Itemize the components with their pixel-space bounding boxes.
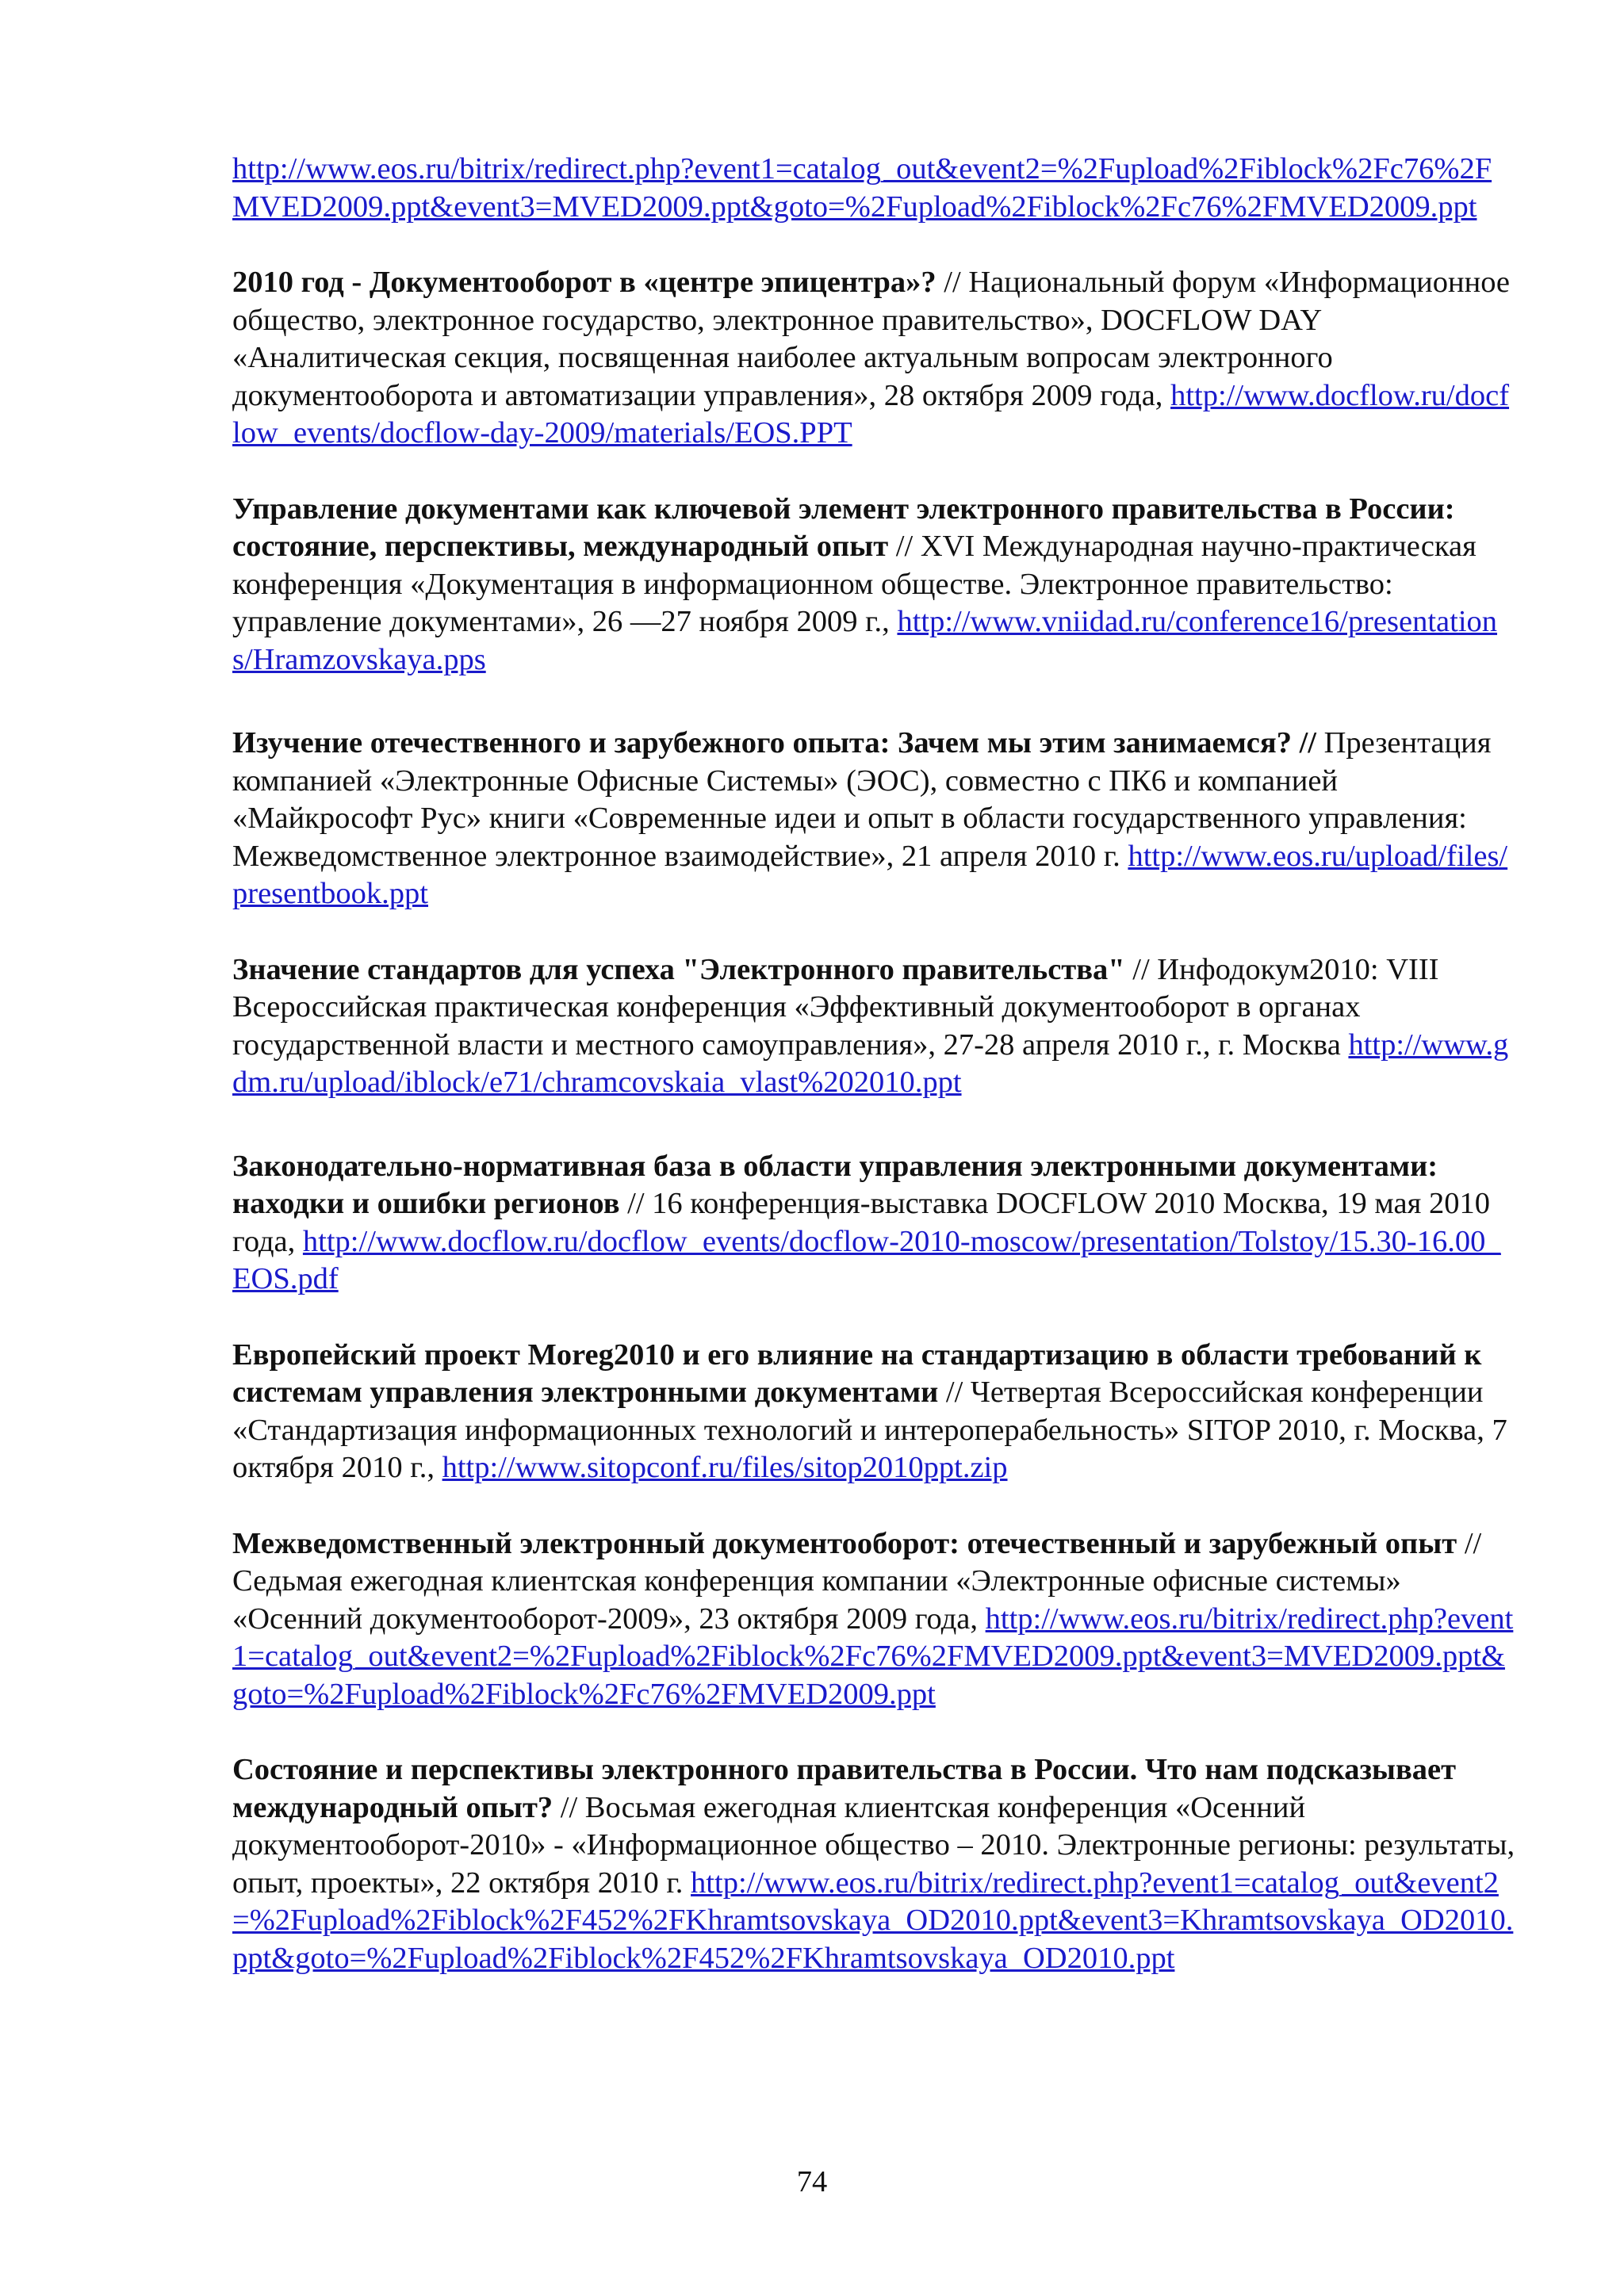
entry-link[interactable]: http://www.gdm.ru/upload/iblock/e71/chramcovskaia_vlast%202010.ppt	[232, 1027, 1509, 1099]
entry-link[interactable]: http://www.eos.ru/bitrix/redirect.php?event1=catalog_out&event2=%2Fupload%2Fiblock%2F452%2FKhramtsovskaya_OD2010.ppt&event3=Khramtsovskaya_OD2010.ppt&goto=%2Fupload%2Fiblock%2F452%2FKhramtsovskaya_OD2010.ppt	[232, 1866, 1514, 1975]
reference-entry-3	[232, 725, 1517, 913]
entry-text: // Национальный форум «Информационное общество, электронное государство, электронное правительство», DOCFLOW DAY «Аналитическая секция, посвященная наиболее актуальным вопросам электронного документооборота и автоматизации управления», 28 октября 2009 года,	[232, 266, 1511, 412]
entry-title: Межведомственный электронный документооборот: отечественный и зарубежный опыт	[232, 1526, 1457, 1560]
reference-entry-8	[232, 1751, 1517, 1977]
entry-text: // Восьмая ежегодная клиентская конференция «Осенний документооборот-2010» - «Информационное общество – 2010. Электронные регионы: результаты, опыт, проекты», 22 октября 2010 г.	[232, 1790, 1515, 1900]
top-link[interactable]: http://www.eos.ru/bitrix/redirect.php?event1=catalog_out&event2=%2Fupload%2Fiblock%2Fc76%2FMVED2009.ppt&event3=MVED2009.ppt&goto=%2Fupload%2Fiblock%2Fc76%2FMVED2009.ppt	[232, 152, 1492, 224]
entry-text: // XVI Международная научно-практическая конференция «Документация в информационном обществе. Электронное правительство: управление документами», 26 —27 ноября 2009 г.,	[232, 530, 1477, 638]
entry-link[interactable]: http://www.vniidad.ru/conference16/presentations/Hramzovskaya.pps	[232, 605, 1498, 676]
entry-title: 2010 год - Документооборот в «центре эпицентра»?	[232, 266, 936, 299]
reference-entry-6	[232, 1337, 1517, 1487]
reference-entry-4	[232, 951, 1517, 1102]
document-body	[232, 151, 1517, 2015]
entry-link[interactable]: http://www.eos.ru/upload/files/presentbook.ppt	[232, 839, 1508, 910]
entry-text: Презентация компанией «Электронные Офисные Системы» (ЭОС), совместно с ПК6 и компанией «Майкрософт Рус» книги «Современные идеи и опыт в области государственного управления: Межведомственное электронное взаимодействие», 21 апреля 2010 г.	[232, 726, 1492, 873]
entry-text: // Четвертая Всероссийская конференции «Стандартизация информационных технологий и интероперабельность» SITOP 2010, г. Москва, 7 октября 2010 г.,	[232, 1376, 1507, 1484]
entry-text: // Инфодокум2010: VIII Всероссийская практическая конференция «Эффективный документооборот в органах государственной власти и местного самоуправления», 27-28 апреля 2010 г., г. Москва	[232, 952, 1439, 1062]
entry-title: Изучение отечественного и зарубежного опыта: Зачем мы этим занимаемся? //	[232, 726, 1316, 760]
reference-entry-1	[232, 264, 1517, 453]
entry-link[interactable]: http://www.docflow.ru/docflow_events/docflow-day-2009/materials/EOS.PPT	[232, 378, 1510, 450]
entry-title: Законодательно-нормативная база в области управления электронными документами: находки и ошибки регионов	[232, 1149, 1438, 1220]
top-link-block	[232, 151, 1517, 226]
entry-text: // 16 конференция-выставка DOCFLOW 2010 Москва, 19 мая 2010 года,	[232, 1187, 1490, 1258]
entry-link[interactable]: http://www.eos.ru/bitrix/redirect.php?event1=catalog_out&event2=%2Fupload%2Fiblock%2Fc76%2FMVED2009.ppt&event3=MVED2009.ppt&goto=%2Fupload%2Fiblock%2Fc76%2FMVED2009.ppt	[232, 1601, 1514, 1711]
entry-title: Управление документами как ключевой элемент электронного правительства в России: состояние, перспективы, международный опыт	[232, 492, 1455, 563]
entry-link[interactable]: http://www.sitopconf.ru/files/sitop2010ppt.zip	[442, 1451, 1008, 1484]
reference-entry-5	[232, 1148, 1517, 1299]
entry-title: Европейский проект Moreg2010 и его влияние на стандартизацию в области требований к системам управления электронными документами	[232, 1337, 1482, 1409]
page-number: 74	[796, 2165, 828, 2198]
reference-entry-7	[232, 1525, 1517, 1714]
reference-entry-2	[232, 491, 1517, 679]
entry-link[interactable]: http://www.docflow.ru/docflow_events/docflow-2010-moscow/presentation/Tolstoy/15.30-16.00_EOS.pdf	[232, 1224, 1501, 1295]
entry-text: // Седьмая ежегодная клиентская конференция компании «Электронные офисные системы» «Осенний документооборот-2009», 23 октября 2009 года,	[232, 1526, 1482, 1636]
entry-title: Состояние и перспективы электронного правительства в России. Что нам подсказывает международный опыт?	[232, 1753, 1457, 1824]
entry-title: Значение стандартов для успеха "Электронного правительства"	[232, 952, 1125, 986]
